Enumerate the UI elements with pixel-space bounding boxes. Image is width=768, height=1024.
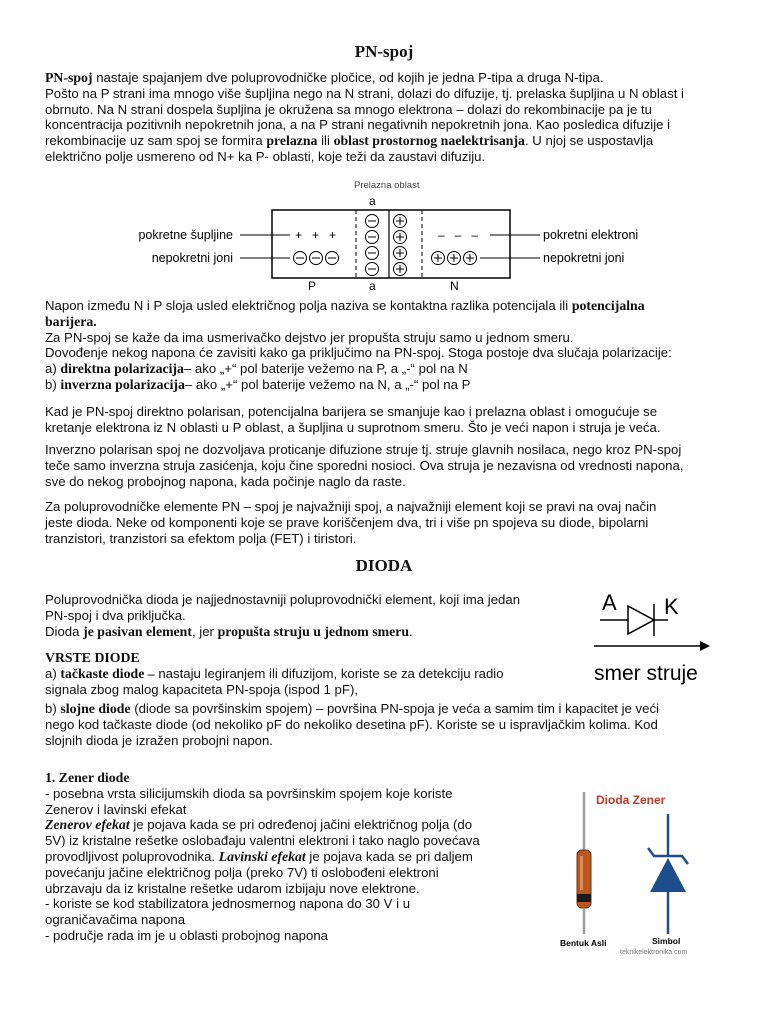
term-potencijalna: potencijalna: [571, 298, 645, 313]
term-lavinski-efekat: Lavinski efekat: [218, 848, 306, 864]
text-line: , jer: [191, 623, 218, 639]
diode-types: [45, 650, 735, 749]
text-line: Pošto na P strani ima mnogo više šupljina nego na N strani, dolazi do difuzije, tj. prelaska šupljina u N oblast i: [45, 85, 684, 101]
semiconductor-box: [272, 210, 510, 278]
text-line: Dovođenje nekog napona će zavisiti kako ga priključimo na PN-spoj. Stoga postoje dva slučaja polarizacije:: [45, 345, 672, 361]
text-line: obrnuto. Na N strani dospela šupljina je okružena sa mnogo elektrona – dolazi do rekombinacije pa je tu: [45, 101, 652, 117]
text-line: sve do nekog probojnog napona, kada počinje naglo da raste.: [45, 473, 406, 489]
text-line: Poluprovodnička dioda je najjednostavniji poluprovodnički element, koji ima jedan: [45, 592, 521, 607]
text-line: nastaju legiranjem ili difuzijom, koriste se za detekciju radio: [154, 665, 504, 681]
label-n: N: [450, 279, 459, 293]
text-line: .: [409, 623, 413, 639]
text-line: - koriste se kod stabilizatora jednosmernog napona do 30 V i u: [45, 896, 411, 912]
text-line: – ako „+“ pol baterije vežemo na N, a „-“ pol na P: [184, 376, 471, 392]
label-a-bottom: a: [369, 279, 376, 293]
anode-label: A: [602, 590, 617, 615]
term-pn-spoj: PN-spoj: [45, 70, 93, 85]
text-line: ili: [317, 133, 334, 149]
text-line: Za PN-spoj se kaže da ima usmerivačko dejstvo jer propušta struju samo u jednom smeru.: [45, 329, 574, 345]
list-marker: b): [45, 376, 61, 392]
term-propusta: propušta struju u jednom smeru: [217, 623, 410, 639]
text-line: Inverzno polarisan spoj ne dozvoljava proticanje difuzione struje tj. struje glavnih nosilaca, nego kroz PN-spoj: [45, 442, 682, 457]
watermark: teknikelektronika.com: [620, 949, 688, 956]
text-line: slojnih dioda je izražen probojni napon.: [45, 732, 274, 748]
elements-paragraph: [45, 499, 735, 546]
current-direction-label: smer struje: [594, 662, 698, 685]
text-line: tranzistori, tranzistori sa efektom polja (FET) i tiristori.: [45, 530, 357, 546]
label-bentuk-asli: Bentuk Asli: [560, 938, 607, 948]
zener-image-title: Dioda Zener: [596, 793, 666, 807]
text-line: . U njoj se uspostavlja: [524, 133, 654, 149]
text-line: koncentracija pozitivnih nepokretnih jona, a na P strani negativnih nepokretnih jona. Kao posledica difuzije i: [45, 117, 671, 133]
inverse-paragraph: [45, 442, 735, 489]
intro-paragraph: [45, 70, 735, 165]
text-line: - posebna vrsta silicijumskih dioda sa površinskim spojem koje koriste: [45, 785, 453, 801]
label-fixed-ions-right: nepokretni joni: [543, 251, 625, 265]
text-line: Dioda: [45, 623, 84, 639]
text-line: teče samo inverzna struja zasićenja, koju čine sporedni nosioci. Ova struja je nezavisna od vrednosti napona,: [45, 457, 684, 473]
section-title-dioda: DIODA: [355, 556, 413, 575]
mobile-holes: + + +: [295, 228, 337, 242]
mobile-electrons: – – –: [438, 228, 479, 242]
text-line: kretanje elektrona iz N oblasti u P oblast, a šupljina u suprotnom smeru. Što je veći napon i struja je veća.: [45, 419, 661, 435]
zener-heading: 1. Zener diode: [45, 770, 130, 785]
text-line: Zenerov i lavinski efekat: [45, 801, 187, 817]
term-direktna: direktna polarizacija: [60, 361, 184, 377]
text-line: ograničavačima napona: [45, 912, 186, 928]
vrste-heading: VRSTE DIODE: [45, 650, 140, 665]
symbol-triangle: [650, 858, 686, 892]
text-line: – ako „+“ pol baterije vežemo na P, a „-“ pol na N: [183, 361, 468, 377]
diode-highlight: [580, 856, 583, 890]
text-line: nastaje spajanjem dve poluprovodničke pločice, od kojih je jedna P-tipa a druga N-tipa.: [92, 70, 604, 85]
diode-cathode-band: [577, 894, 591, 902]
barrier-paragraph: [45, 298, 735, 393]
term-zenerov-efekat: Zenerov efekat: [45, 817, 130, 833]
label-electrons: pokretni elektroni: [543, 228, 639, 242]
term-barijera: barijera.: [45, 313, 97, 329]
label-simbol: Simbol: [652, 936, 681, 946]
figure-caption: Prelazna oblast: [354, 180, 420, 191]
text-line: provodljivost poluprovodnika.: [45, 848, 219, 864]
list-marker: b): [45, 701, 61, 717]
pn-junction-diagram: [120, 176, 660, 298]
zener-section: [45, 770, 565, 944]
cathode-label: K: [664, 594, 679, 619]
term-slojne: slojne diode: [60, 701, 131, 717]
text-line: Za poluprovodničke elemente PN – spoj je najvažniji spoj, a najvažniji element koji se pravi na ovaj način: [45, 499, 657, 514]
direct-paragraph: [45, 404, 735, 436]
text-line: povećanju jačine električnog polja (preko 7V) ti oslobođeni elektroni: [45, 864, 439, 880]
label-a-top: a: [369, 194, 376, 208]
list-marker: a): [45, 665, 61, 681]
label-p: P: [308, 279, 317, 293]
term-pasivan: je pasivan element: [83, 623, 192, 639]
text-line: je pojava kada se pri određenoj jačini električnog polja (do: [129, 817, 473, 833]
text-line: električno polje usmereno od N+ ka P- oblasti, koje teži da zaustavi difuziju.: [45, 148, 486, 164]
text-line: Napon između N i P sloja usled električnog polja naziva se kontaktna razlika potencijala ili: [45, 298, 572, 313]
term-oblast: oblast prostornog naelektrisanja: [333, 133, 525, 149]
list-marker: a): [45, 361, 61, 377]
term-inverzna: inverzna polarizacija: [60, 376, 185, 392]
text-line: (diode sa površinskim spojem) – površina PN-spoja je veća a samim tim i kapacitet je veći: [130, 701, 659, 717]
text-line: Kad je PN-spoj direktno polarisan, potencijalna barijera se smanjuje kao i prelazna oblast i omogućuje se: [45, 404, 658, 419]
text-line: PN-spoj i dva priključka.: [45, 607, 186, 623]
dioda-paragraph: [45, 592, 575, 639]
text-line: nego kod tačkaste diode (od nekoliko pF do nekoliko desetina pF). Koriste se u ispravljačkim kolima. Kod: [45, 717, 658, 733]
text-line: signala zbog malog kapaciteta PN-spoja (ispod 1 pF),: [45, 681, 359, 697]
text-line: jeste dioda. Neke od komponenti koje se prave koriščenjem dva, tri i više pn spojeva su diode, bipolarni: [45, 514, 649, 530]
text-line: ubrzavaju da iz kristalne rešetke udarom izbijaju nove elektrone.: [45, 880, 420, 896]
text-line: rekombinacije uz sam spoj se formira: [45, 133, 267, 149]
label-holes: pokretne šupljine: [138, 228, 233, 242]
page-title: PN-spoj: [354, 42, 414, 61]
term-tackaste: tačkaste diode –: [60, 665, 155, 681]
term-prelazna: prelazna: [266, 133, 318, 149]
zener-diode-image: [556, 784, 716, 960]
diode-triangle: [628, 606, 654, 634]
label-fixed-ions-left: nepokretni joni: [151, 251, 233, 265]
text-line: - područje rada im je u oblasti probojnog napona: [45, 927, 328, 943]
text-line: je pojava kada se pri daljem: [305, 848, 473, 864]
text-line: 5V) iz kristalne rešetke oslobađaju valentni elektroni i tako naglo povećava: [45, 833, 480, 849]
